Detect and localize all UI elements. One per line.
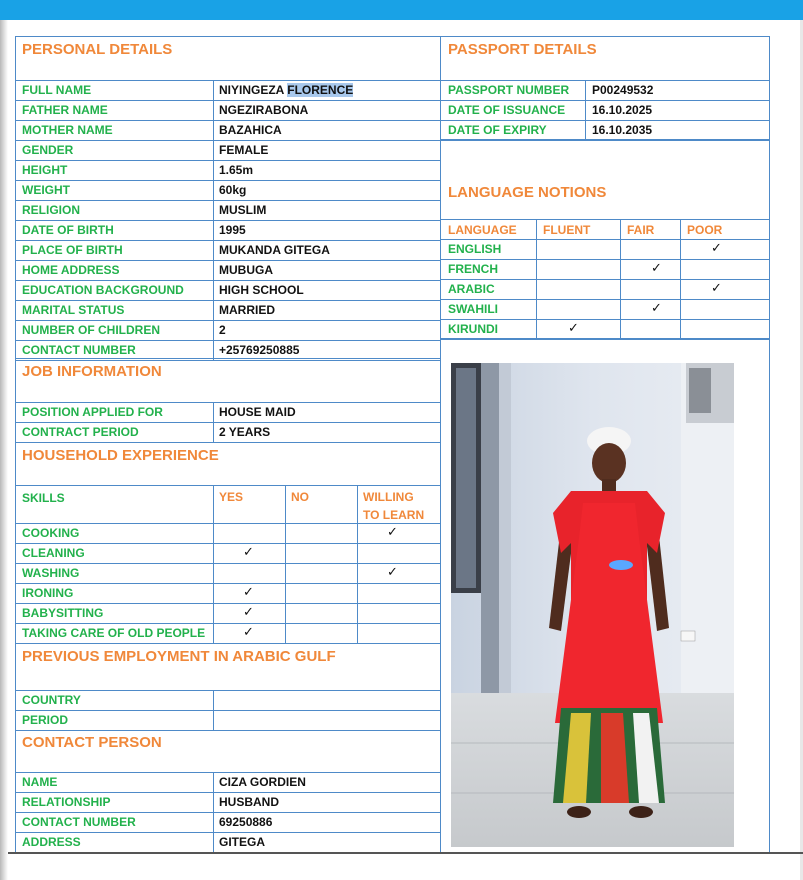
- willing-column-header-line2: TO LEARN: [363, 508, 425, 522]
- contact-person-value: CIZA GORDIEN: [219, 775, 306, 789]
- personal-detail-label: PLACE OF BIRTH: [22, 243, 123, 257]
- personal-detail-value: 1995: [219, 223, 246, 237]
- language-poor-cell: [680, 299, 770, 320]
- language-fluent-check: ✓: [568, 320, 579, 335]
- page-left-shadow: [0, 20, 8, 880]
- skill-no-cell: [285, 543, 358, 564]
- contact-person-value: 69250886: [219, 815, 273, 829]
- skill-willing-cell: [357, 523, 441, 544]
- passport-field-value: 16.10.2025: [592, 103, 653, 117]
- full-name-value[interactable]: [219, 83, 353, 97]
- passport-field-label: DATE OF EXPIRY: [448, 123, 547, 137]
- contact-person-label: ADDRESS: [22, 835, 81, 849]
- personal-detail-label: HOME ADDRESS: [22, 263, 120, 277]
- skill-no-cell: [285, 603, 358, 624]
- language-poor-check: ✓: [711, 240, 722, 255]
- passport-details-title: PASSPORT DETAILS: [448, 41, 597, 58]
- skill-yes-cell: [213, 523, 286, 544]
- skill-willing-check: ✓: [387, 524, 398, 539]
- personal-detail-label: GENDER: [22, 143, 74, 157]
- job-info-label: POSITION APPLIED FOR: [22, 405, 163, 419]
- personal-detail-value: 60kg: [219, 183, 247, 197]
- skill-yes-cell: [213, 563, 286, 584]
- language-name: FRENCH: [448, 262, 498, 276]
- passport-field-value: P00249532: [592, 83, 654, 97]
- personal-detail-value: 1.65m: [219, 163, 254, 177]
- contact-person-label: RELATIONSHIP: [22, 795, 111, 809]
- previous-employment-value-cell: [213, 690, 441, 711]
- passport-field-label: DATE OF ISSUANCE: [448, 103, 566, 117]
- personal-detail-value-cell: [213, 220, 441, 241]
- skill-no-cell: [285, 523, 358, 544]
- personal-details-title: PERSONAL DETAILS: [22, 41, 173, 58]
- household-experience-title: HOUSEHOLD EXPERIENCE: [22, 447, 219, 464]
- full-name-label: FULL NAME: [22, 83, 92, 97]
- language-notions-title: LANGUAGE NOTIONS: [448, 184, 607, 201]
- contact-person-label: CONTACT NUMBER: [22, 815, 136, 829]
- language-name: ARABIC: [448, 282, 495, 296]
- contact-person-label: NAME: [22, 775, 58, 789]
- language-fluent-cell: [536, 299, 621, 320]
- language-poor-cell: [680, 239, 770, 260]
- job-info-label: CONTRACT PERIOD: [22, 425, 139, 439]
- personal-detail-value: BAZAHICA: [219, 123, 282, 137]
- personal-detail-value: NGEZIRABONA: [219, 103, 309, 117]
- skill-yes-check: ✓: [243, 544, 254, 559]
- previous-employment-value-cell: [213, 710, 441, 731]
- fair-column-header: FAIR: [627, 223, 655, 237]
- personal-detail-value: MUKANDA GITEGA: [219, 243, 330, 257]
- previous-employment-label: COUNTRY: [22, 693, 81, 707]
- language-fluent-cell: [536, 239, 621, 260]
- language-poor-check: ✓: [711, 280, 722, 295]
- skill-yes-check: ✓: [243, 624, 254, 639]
- skill-name: TAKING CARE OF OLD PEOPLE: [22, 626, 206, 640]
- fluent-column-header: FLUENT: [543, 223, 591, 237]
- candidate-photo: [451, 363, 734, 847]
- full-name-last-selected: FLORENCE: [287, 83, 354, 97]
- language-name: ENGLISH: [448, 242, 502, 256]
- skill-name: WASHING: [22, 566, 80, 580]
- job-info-value: 2 YEARS: [219, 425, 271, 439]
- page-bottom-border: [8, 852, 803, 854]
- skill-willing-cell: [357, 583, 441, 604]
- full-name-first: NIYINGEZA: [219, 83, 284, 97]
- personal-detail-label: DATE OF BIRTH: [22, 223, 114, 237]
- skill-name: COOKING: [22, 526, 80, 540]
- previous-employment-title: PREVIOUS EMPLOYMENT IN ARABIC GULF: [22, 648, 336, 665]
- skill-yes-check: ✓: [243, 604, 254, 619]
- top-header-bar: [0, 0, 803, 20]
- language-fair-check: ✓: [651, 300, 662, 315]
- skill-willing-cell: [357, 563, 441, 584]
- language-poor-cell: [680, 279, 770, 300]
- skill-no-cell: [285, 623, 358, 644]
- personal-detail-label: WEIGHT: [22, 183, 70, 197]
- language-fair-cell: [620, 239, 681, 260]
- language-fair-cell: [620, 279, 681, 300]
- personal-detail-label: MOTHER NAME: [22, 123, 113, 137]
- personal-detail-value-cell: [213, 320, 441, 341]
- language-poor-cell: [680, 259, 770, 280]
- personal-detail-label: CONTACT NUMBER: [22, 343, 136, 357]
- personal-detail-value: HIGH SCHOOL: [219, 283, 304, 297]
- language-name: SWAHILI: [448, 302, 498, 316]
- personal-detail-label: FATHER NAME: [22, 103, 108, 117]
- personal-detail-value: MUBUGA: [219, 263, 273, 277]
- skill-no-cell: [285, 583, 358, 604]
- language-notions-header-cell: [440, 139, 770, 220]
- job-information-title: JOB INFORMATION: [22, 363, 162, 380]
- skill-name: BABYSITTING: [22, 606, 104, 620]
- personal-detail-value: MUSLIM: [219, 203, 267, 217]
- contact-person-value: HUSBAND: [219, 795, 279, 809]
- personal-detail-label: HEIGHT: [22, 163, 68, 177]
- language-fair-cell: [620, 319, 681, 340]
- yes-column-header: YES: [219, 490, 244, 504]
- skill-willing-check: ✓: [387, 564, 398, 579]
- passport-field-value: 16.10.2035: [592, 123, 653, 137]
- personal-detail-label: NUMBER OF CHILDREN: [22, 323, 160, 337]
- language-fluent-cell: [536, 279, 621, 300]
- contact-person-value: GITEGA: [219, 835, 266, 849]
- previous-employment-label: PERIOD: [22, 713, 69, 727]
- language-poor-cell: [680, 319, 770, 340]
- passport-field-label: PASSPORT NUMBER: [448, 83, 570, 97]
- personal-detail-label: MARITAL STATUS: [22, 303, 125, 317]
- no-column-header: NO: [291, 490, 309, 504]
- contact-person-title: CONTACT PERSON: [22, 734, 162, 751]
- skill-name: CLEANING: [22, 546, 85, 560]
- personal-detail-value: +25769250885: [219, 343, 300, 357]
- skill-willing-cell: [357, 543, 441, 564]
- personal-detail-value: MARRIED: [219, 303, 275, 317]
- language-fluent-cell: [536, 259, 621, 280]
- skill-no-cell: [285, 563, 358, 584]
- skill-willing-cell: [357, 603, 441, 624]
- skill-yes-check: ✓: [243, 584, 254, 599]
- personal-detail-value: 2: [219, 323, 226, 337]
- language-name: KIRUNDI: [448, 322, 498, 336]
- skill-willing-cell: [357, 623, 441, 644]
- personal-detail-label: RELIGION: [22, 203, 81, 217]
- language-fair-check: ✓: [651, 260, 662, 275]
- poor-column-header: POOR: [687, 223, 723, 237]
- willing-column-header-line1: WILLING: [363, 490, 414, 504]
- personal-detail-value: FEMALE: [219, 143, 269, 157]
- language-column-header: LANGUAGE: [448, 223, 517, 237]
- personal-detail-label: EDUCATION BACKGROUND: [22, 283, 184, 297]
- personal-detail-value-cell: [213, 180, 441, 201]
- job-info-value: HOUSE MAID: [219, 405, 296, 419]
- skill-name: IRONING: [22, 586, 74, 600]
- skills-column-header: SKILLS: [22, 491, 65, 505]
